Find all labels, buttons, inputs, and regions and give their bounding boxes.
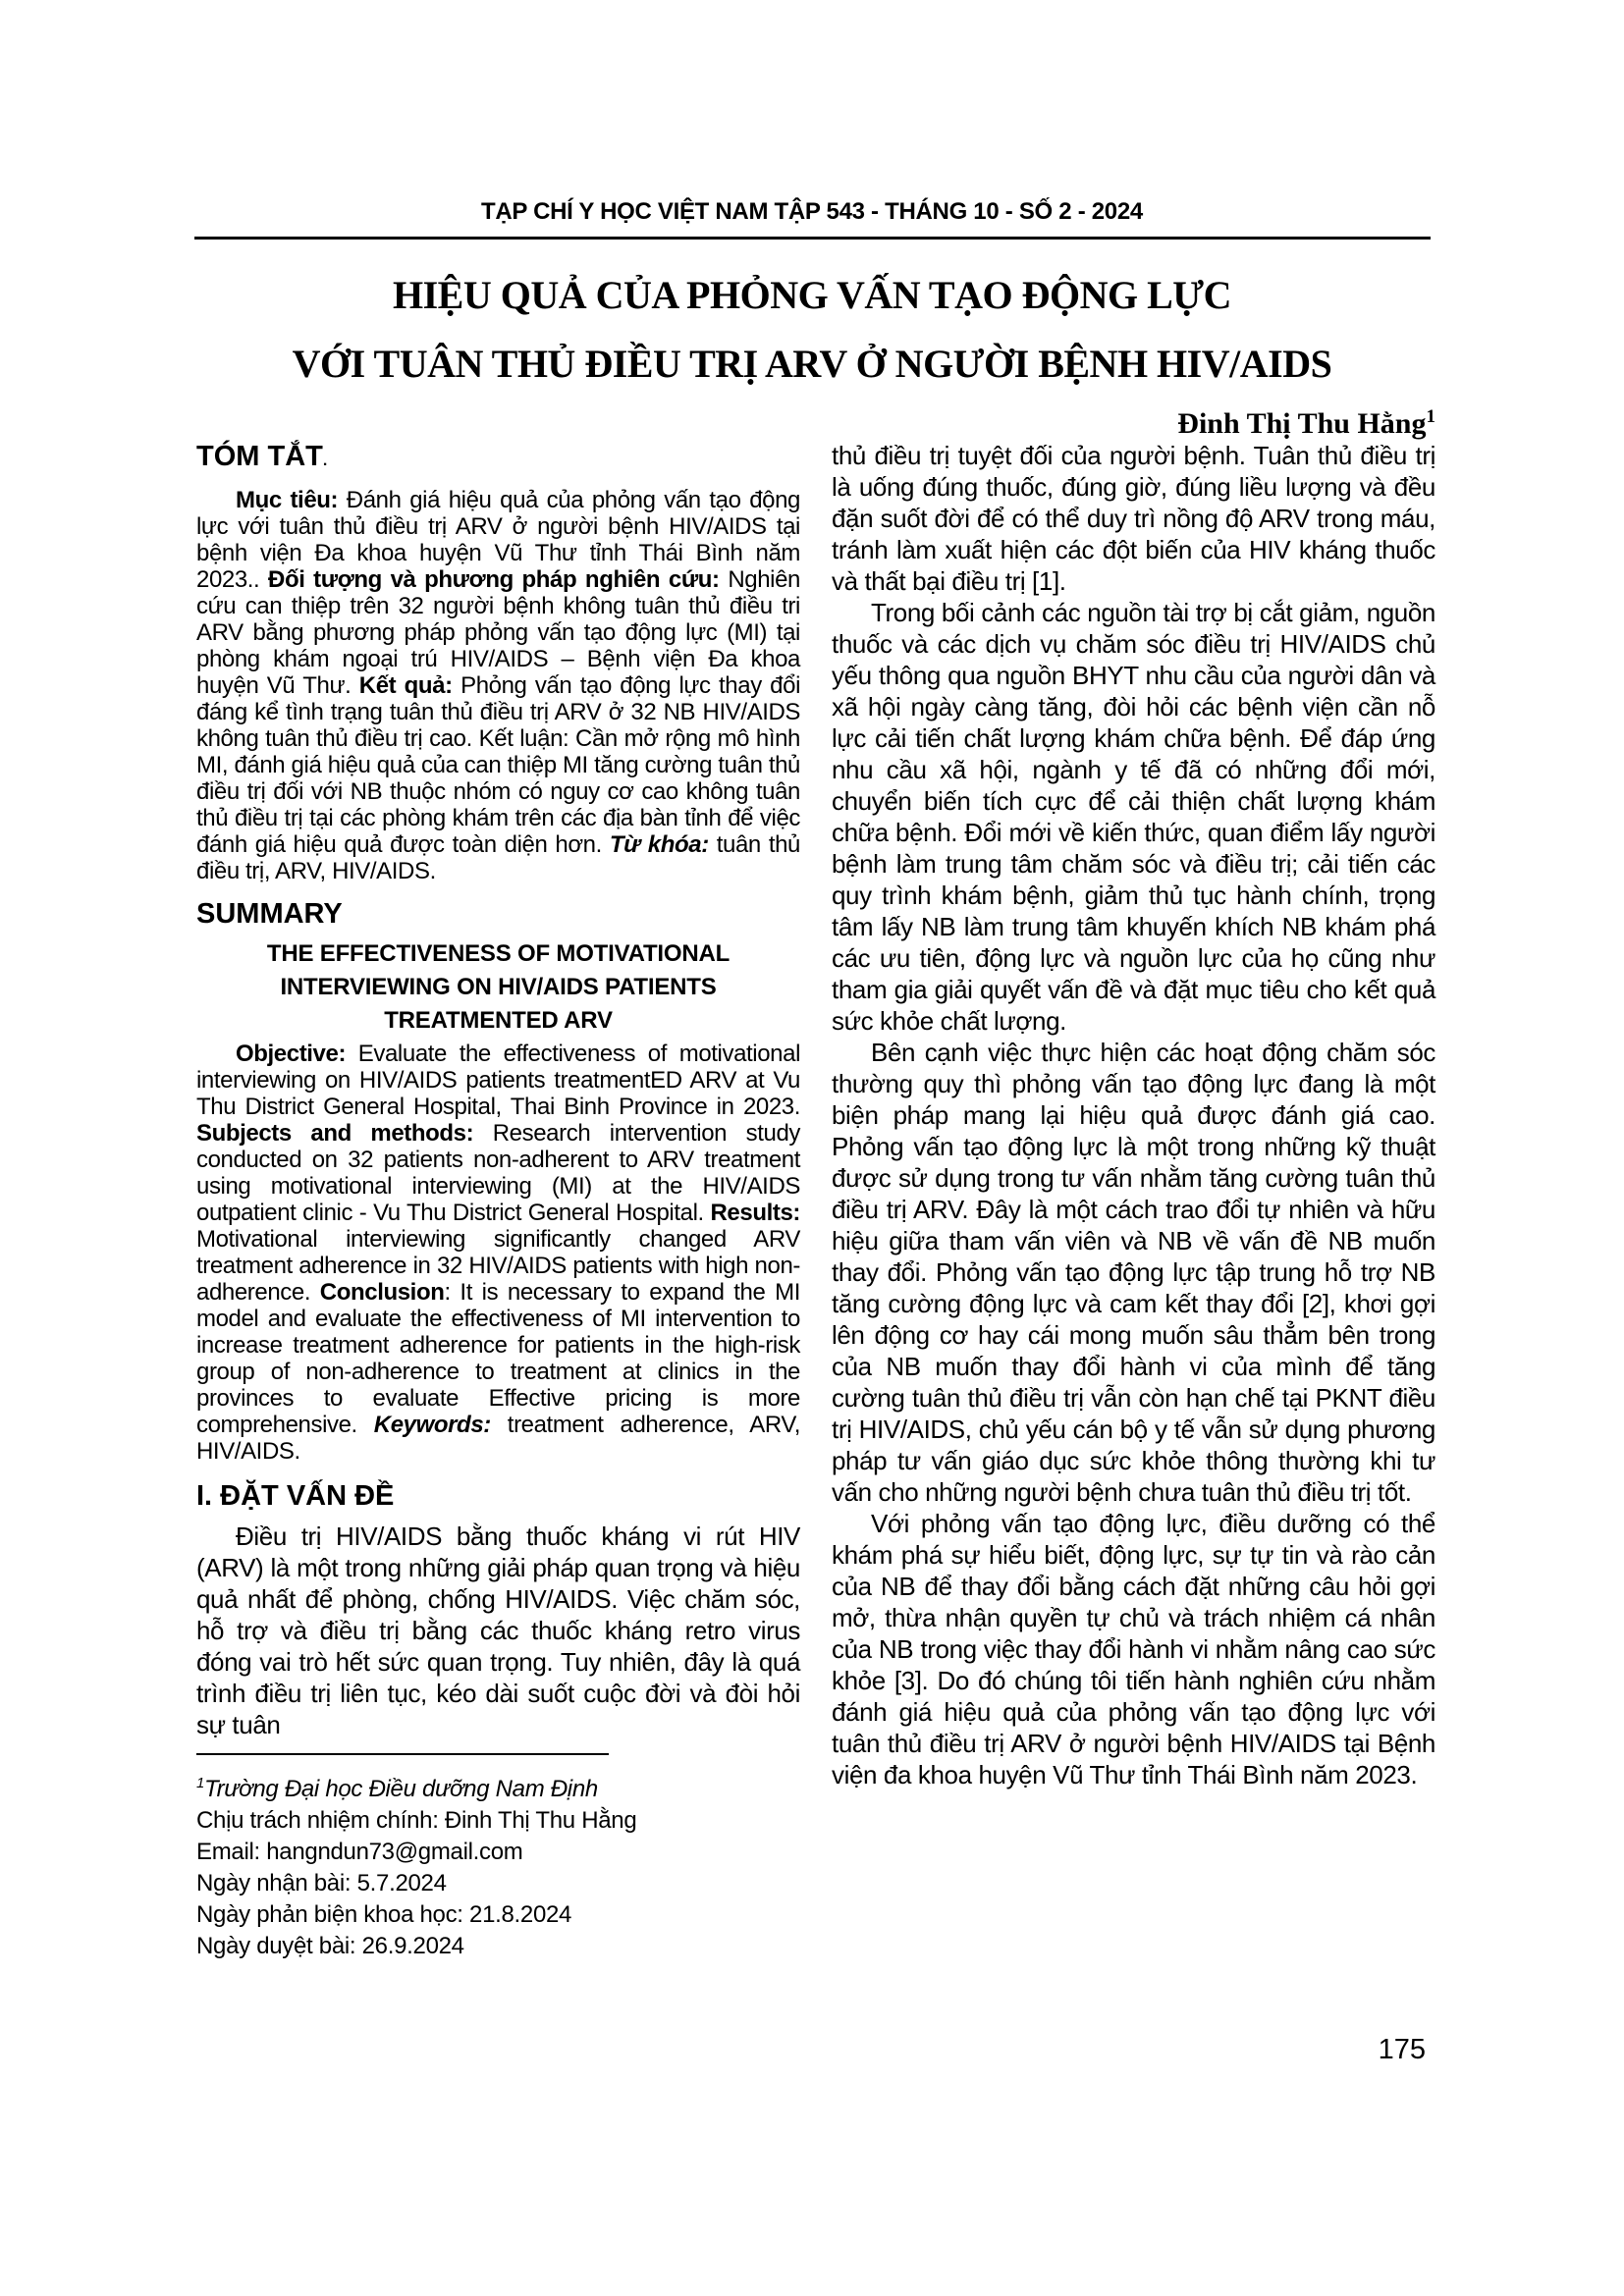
footnote-responsible-line: Chịu trách nhiệm chính: Đinh Thị Thu Hằng — [196, 1807, 637, 1834]
page-number: 175 — [1378, 2034, 1426, 2065]
abstract-vi-heading: TÓM TẮT. — [196, 441, 328, 472]
abstract-en-paragraph: Objective: Evaluate the effectiveness of motivational interviewing on HIV/AIDS patients treatmentED ARV at Vu Thu District General Hospital, Thai Binh Province in 2023. Subjects and methods: Research intervention study conducted on 32 patients non-adherent to ARV treatment using motivational interviewing (MI) at the HIV/AIDS outpatient clinic - Vu Thu District General Hospital. Results: Motivational interviewing significantly changed ARV treatment adherence in 32 HIV/AIDS patients with high non-adherence. Conclusion: It is necessary to expand the MI model and evaluate the effectiveness of MI intervention to increase treatment adherence for patients in the high-risk group of non-adherence to treatment at clinics in the provinces to evaluate Effective pricing is more comprehensive. Keywords: treatment adherence, ARV, HIV/AIDS. — [196, 1041, 800, 1465]
body-paragraph-nursing-mi-rationale: Với phỏng vấn tạo động lực, điều dưỡng có thể khám phá sự hiểu biết, động lực, sự tự tin và rào cản của NB để thay đổi bằng cách đặt những câu hỏi gợi mở, thừa nhận quyền tự chủ và trách nhiệm cá nhân của NB trong việc thay đổi hành vi nhằm nâng cao sức khỏe [3]. Do đó chúng tôi tiến hành nghiên cứu nhằm đánh giá hiệu quả của phỏng vấn tạo động lực với tuân thủ điều trị ARV ở người bệnh HIV/AIDS tại Bệnh viện đa khoa huyện Vũ Thư tỉnh Thái Bình năm 2023. — [832, 1509, 1435, 1789]
footnote-received-date-line: Ngày nhận bài: 5.7.2024 — [196, 1870, 447, 1896]
footnote-affiliation: $^1$Trường Đại học Điều dưỡng Nam Định — [196, 1776, 598, 1802]
introduction-heading: I. ĐẶT VẤN ĐỀ — [196, 1480, 395, 1512]
introduction-paragraph: Điều trị HIV/AIDS bằng thuốc kháng vi rút HIV (ARV) là một trong những giải pháp quan trọng và hiệu quả nhất để phòng, chống HIV/AIDS. Việc chăm sóc, hỗ trợ và điều trị bằng các thuốc kháng retro virus đóng vai trò hết sức quan trọng. Tuy nhiên, đây là quá trình điều trị liên tục, kéo dài suốt cuộc đời và đòi hỏi sự tuân — [196, 1522, 800, 1739]
footnote-email-line: Email: hangndun73@gmail.com — [196, 1839, 523, 1865]
footnote-divider — [196, 1753, 609, 1755]
summary-english-title: THE EFFECTIVENESS OF MOTIVATIONAL INTERVIEWING ON HIV/AIDS PATIENTS TREATMENTED ARV — [266, 940, 731, 1034]
footnote-reviewed-date-line: Ngày phản biện khoa học: 21.8.2024 — [196, 1901, 572, 1928]
body-paragraph-adherence-continuation: thủ điều trị tuyệt đối của người bệnh. Tuân thủ điều trị là uống đúng thuốc, đúng giờ, đúng liều lượng và đều đặn suốt đời để có thể duy trì nồng độ ARV trong máu, tránh làm xuất hiện các đột biến của HIV kháng thuốc và thất bại điều trị [1]. — [832, 441, 1435, 596]
author-affiliation-superscript: 1 — [1426, 406, 1435, 427]
body-paragraph-motivational-interviewing: Bên cạnh việc thực hiện các hoạt động chăm sóc thường quy thì phỏng vấn tạo động lực đang là một biện pháp mang lại hiệu quả được đánh giá cao. Phỏng vấn tạo động lực là một trong những kỹ thuật được sử dụng trong tư vấn nhằm tăng cường tuân thủ điều trị ARV. Đây là một cách trao đổi tự nhiên và hữu hiệu giữa tham vấn viên và NB về vấn đề NB muốn thay đổi. Phỏng vấn tạo động lực tập trung hỗ trợ NB tăng cường động lực và cam kết thay đổi [2], khơi gợi lên động cơ hay cái mong muốn sâu thẳm bên trong của NB muốn thay đổi hành vi của mình để tăng cường tuân thủ điều trị vẫn còn hạn chế tại PKNT điều trị HIV/AIDS, chủ yếu cán bộ y tế vẫn sử dụng phương pháp tư vấn giáo dục sức khỏe thông thường khi tư vấn cho những người bệnh chưa tuân thủ điều trị tốt. — [832, 1038, 1435, 1507]
author-line — [1177, 406, 1435, 441]
two-column-body — [196, 440, 1435, 1962]
article-title — [0, 261, 1624, 399]
journal-header: TẠP CHÍ Y HỌC VIỆT NAM TẬP 543 - THÁNG 10 - SỐ 2 - 2024 — [481, 198, 1143, 225]
article-title-line-2: VỚI TUÂN THỦ ĐIỀU TRỊ ARV Ở NGƯỜI BỆNH HIV/AIDS — [292, 342, 1332, 386]
header-divider — [194, 237, 1431, 240]
left-column — [196, 440, 800, 1962]
summary-heading: SUMMARY — [196, 898, 343, 930]
footnote-accepted-date-line: Ngày duyệt bài: 26.9.2024 — [196, 1933, 464, 1959]
right-column — [832, 440, 1435, 1962]
author-name: Đinh Thị Thu Hằng — [1177, 407, 1427, 440]
article-title-line-1: HIỆU QUẢ CỦA PHỎNG VẤN TẠO ĐỘNG LỰC — [392, 273, 1232, 317]
abstract-vi-paragraph: Mục tiêu: Đánh giá hiệu quả của phỏng vấn tạo động lực với tuân thủ điều trị ARV ở người bệnh HIV/AIDS tại bệnh viện Đa khoa huyện Vũ Thư tỉnh Thái Bình năm 2023.. Đối tượng và phương pháp nghiên cứu: Nghiên cứu can thiệp trên 32 người bệnh không tuân thủ điều tri ARV bằng phương pháp phỏng vấn tạo động lực (MI) tại phòng khám ngoại trú HIV/AIDS – Bệnh viện Đa khoa huyện Vũ Thư. Kết quả: Phỏng vấn tạo động lực thay đổi đáng kể tình trạng tuân thủ điều trị ARV ở 32 NB HIV/AIDS không tuân thủ điều trị cao. Kết luận: Cần mở rộng mô hình MI, đánh giá hiệu quả của can thiệp MI tăng cường tuân thủ điều trị đối với NB thuộc nhóm có nguy cơ cao không tuân thủ điều trị tại các phòng khám trên các địa bàn tỉnh để việc đánh giá hiệu quả được toàn diện hơn. Từ khóa: tuân thủ điều trị, ARV, HIV/AIDS. — [196, 487, 800, 884]
footnote-block — [196, 1753, 800, 1962]
body-paragraph-funding-context: Trong bối cảnh các nguồn tài trợ bị cắt giảm, nguồn thuốc và các dịch vụ chăm sóc điều trị HIV/AIDS chủ yếu thông qua nguồn BHYT nhu cầu của người dân và xã hội ngày càng tăng, đòi hỏi các bệnh viện cần nỗ lực cải tiến chất lượng khám chữa bệnh. Để đáp ứng nhu cầu xã hội, ngành y tế đã có những đổi mới, chuyển biến tích cực để cải thiện chất lượng khám chữa bệnh. Đổi mới về kiến thức, quan điểm lấy người bệnh làm trung tâm chăm sóc và điều trị; cải tiến các quy trình khám bệnh, giảm thủ tục hành chính, trọng tâm lấy NB làm trung tâm khuyến khích NB khám phá các ưu tiên, động lực và nguồn lực của họ cũng như tham gia giải quyết vấn đề và đặt mục tiêu cho kết quả sức khỏe chất lượng. — [832, 598, 1435, 1036]
